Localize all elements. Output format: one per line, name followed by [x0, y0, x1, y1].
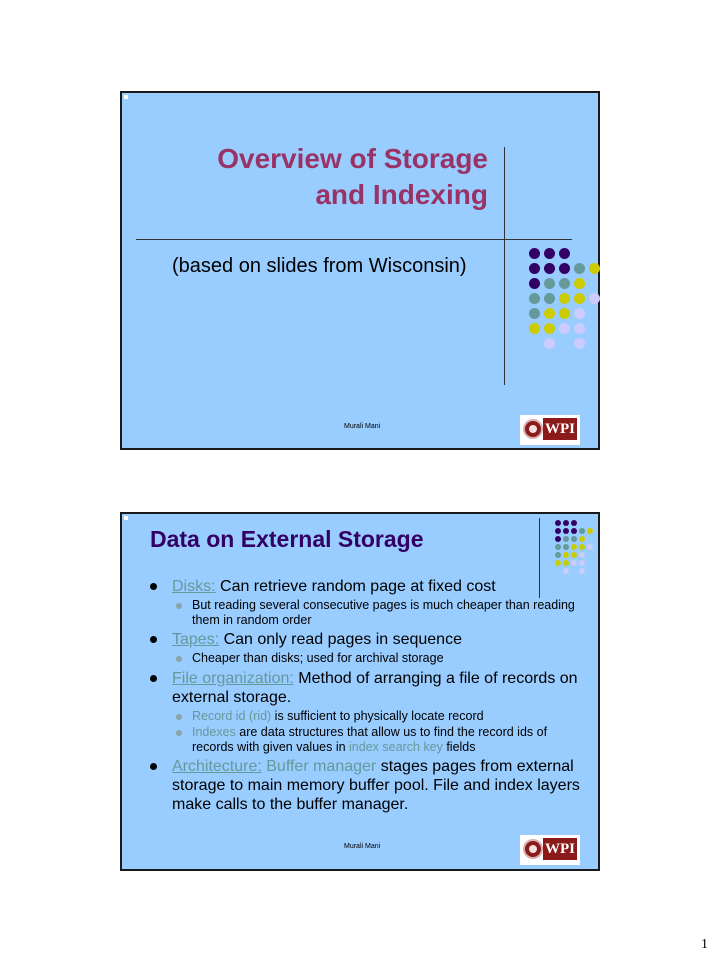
decorative-dot: [571, 528, 577, 534]
bullet-text: Can only read pages in sequence: [219, 631, 462, 648]
decorative-dot: [579, 544, 585, 550]
decorative-dot: [555, 552, 561, 558]
decorative-dot: [579, 536, 585, 542]
bullet-icon: [150, 763, 157, 770]
decorative-dot: [559, 323, 570, 334]
title-line-2: and Indexing: [315, 179, 488, 210]
logo-text: WPI: [543, 838, 577, 860]
decorative-dot: [589, 293, 600, 304]
term-indexes: Indexes: [192, 725, 236, 739]
bullet-file-organization: [144, 669, 584, 707]
slide-title-overview: [120, 91, 600, 450]
decorative-dot: [574, 338, 585, 349]
decorative-dot: [563, 536, 569, 542]
sub-bullet-text: But reading several consecutive pages is much cheaper than reading them in random order: [192, 598, 575, 627]
decorative-dot: [559, 293, 570, 304]
bullet-text: Can retrieve random page at fixed cost: [215, 578, 496, 595]
bullet-text: Method of arranging a file of records on external storage.: [172, 669, 578, 706]
decorative-dot: [574, 323, 585, 334]
decorative-dot: [571, 552, 577, 558]
decorative-dot: [574, 278, 585, 289]
decorative-dot: [574, 263, 585, 274]
decorative-dot: [559, 248, 570, 259]
wpi-seal-icon: [523, 839, 543, 859]
logo-text: WPI: [543, 418, 577, 440]
bullet-icon: [150, 583, 157, 590]
decorative-dot: [544, 323, 555, 334]
sub-bullet-icon: [176, 656, 182, 662]
bullet-text: stages pages from external storage to main memory buffer pool. File and index layers make calls to the buffer manager.: [172, 758, 580, 813]
term-index-search-key: index search key: [349, 739, 443, 754]
decorative-dot: [555, 536, 561, 542]
sub-bullet-text: are data structures that allow us to find the record ids of records with given values in: [192, 725, 548, 754]
bullet-disks: [144, 577, 584, 596]
decorative-dot: [544, 263, 555, 274]
decorative-dot: [574, 308, 585, 319]
decorative-dot: [529, 293, 540, 304]
decorative-dot: [571, 520, 577, 526]
sub-bullet-rid: [144, 709, 584, 724]
decorative-dot: [563, 544, 569, 550]
decorative-dot: [555, 544, 561, 550]
decorative-dot: [571, 560, 577, 566]
decorative-dot: [555, 560, 561, 566]
slide-subtitle: (based on slides from Wisconsin): [172, 255, 467, 277]
title-line-1: Overview of Storage: [217, 143, 488, 174]
sub-bullet-indexes: [144, 725, 584, 754]
decorative-dot: [559, 263, 570, 274]
term-architecture: Architecture:: [172, 758, 262, 775]
decorative-dot: [587, 544, 593, 550]
slide-data-external-storage: [120, 512, 600, 871]
decorative-dot: [529, 308, 540, 319]
decorative-dot: [563, 552, 569, 558]
decorative-dot: [563, 520, 569, 526]
decorative-dot: [563, 528, 569, 534]
decorative-dot: [544, 248, 555, 259]
bullet-icon: [150, 636, 157, 643]
corner-mark: [124, 516, 128, 520]
bullet-icon: [150, 675, 157, 682]
decorative-dot: [544, 338, 555, 349]
decorative-dot: [559, 308, 570, 319]
corner-mark: [124, 95, 128, 99]
decorative-dot: [555, 528, 561, 534]
sub-bullet-text: is sufficient to physically locate record: [271, 708, 484, 723]
decorative-dot: [579, 528, 585, 534]
vertical-rule: [504, 147, 505, 385]
decorative-dot: [559, 278, 570, 289]
slide-footer: Murali Mani: [344, 423, 381, 430]
decorative-dot: [579, 552, 585, 558]
term-file-organization: File organization:: [172, 669, 294, 687]
decorative-dot: [571, 544, 577, 550]
wpi-logo: [520, 415, 580, 445]
decorative-dot: [544, 293, 555, 304]
page-number: 1: [701, 937, 708, 952]
term-buffer-manager: Buffer manager: [261, 758, 377, 775]
sub-bullet-disks: [144, 598, 584, 627]
slide-title: Data on External Storage: [150, 526, 424, 552]
slide-title: [148, 141, 488, 213]
bullet-architecture: [144, 757, 584, 814]
decorative-dot: [544, 308, 555, 319]
term-tapes: Tapes:: [172, 631, 220, 648]
horizontal-rule: [136, 239, 572, 240]
term-disks: Disks:: [172, 578, 216, 595]
wpi-seal-icon: [523, 419, 543, 439]
decorative-dot: [571, 536, 577, 542]
decorative-dot: [544, 278, 555, 289]
decorative-dot: [589, 263, 600, 274]
decorative-dot: [563, 560, 569, 566]
bullet-list: [144, 574, 584, 814]
decorative-dot: [555, 520, 561, 526]
sub-bullet-tapes: [144, 651, 584, 666]
sub-bullet-icon: [176, 714, 182, 720]
decorative-dot: [579, 560, 585, 566]
term-record-id: Record id (rid): [192, 708, 272, 723]
sub-bullet-text: Cheaper than disks; used for archival storage: [192, 651, 444, 665]
slide-footer: Murali Mani: [344, 843, 381, 850]
sub-bullet-icon: [176, 603, 182, 609]
decorative-dot: [574, 293, 585, 304]
decorative-dot: [529, 263, 540, 274]
bullet-tapes: [144, 630, 584, 649]
decorative-dot: [529, 248, 540, 259]
decorative-dot: [587, 528, 593, 534]
sub-bullet-text-end: fields: [442, 739, 476, 754]
decorative-dot: [529, 323, 540, 334]
sub-bullet-icon: [176, 730, 182, 736]
decorative-dot: [529, 278, 540, 289]
wpi-logo: [520, 835, 580, 865]
